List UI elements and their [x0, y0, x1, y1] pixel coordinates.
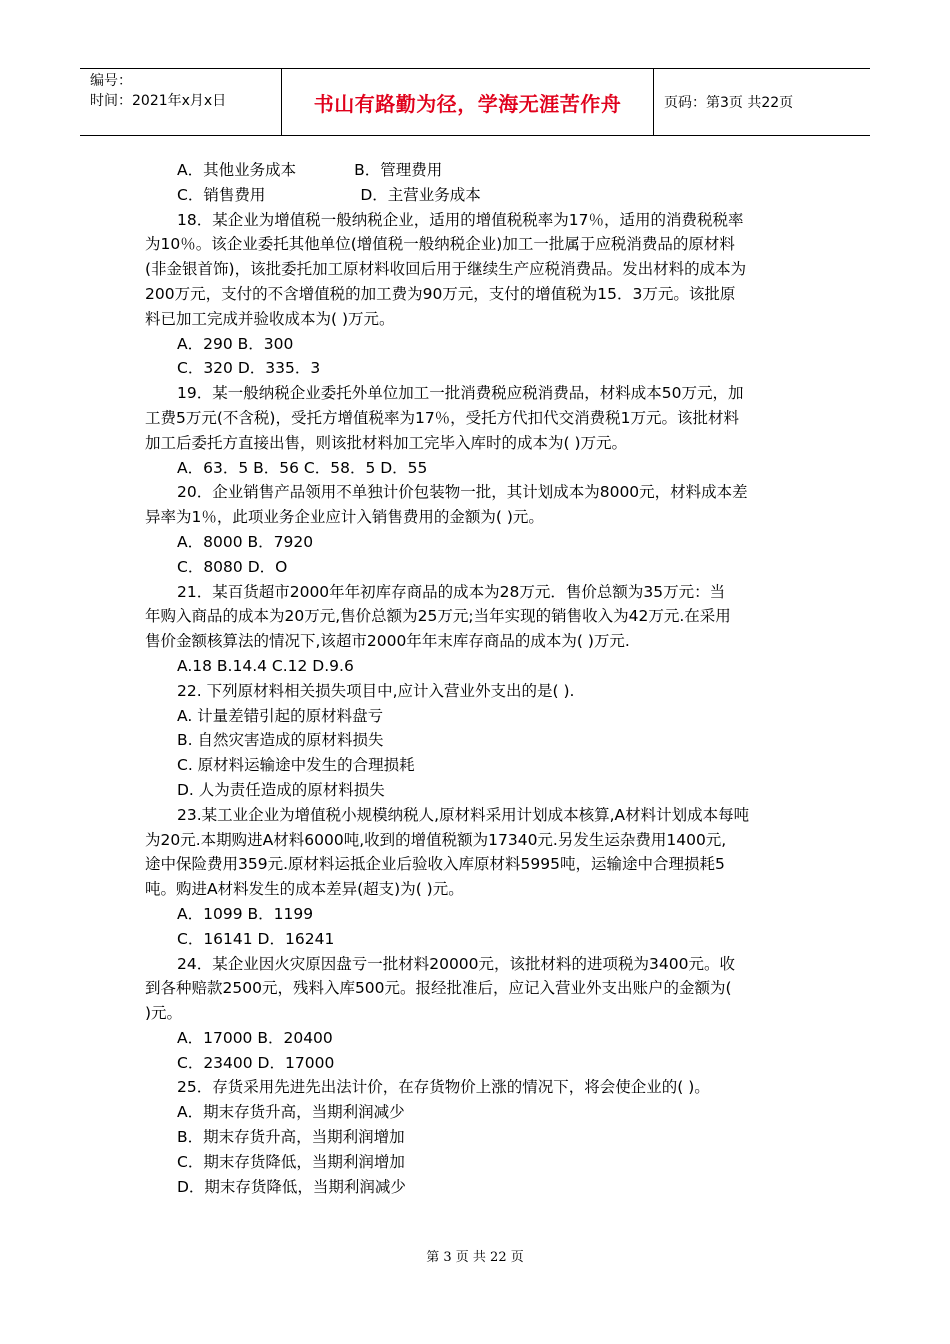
- header-meta: [80, 69, 282, 135]
- text-line: C. 原材料运输途中发生的合理损耗: [177, 756, 415, 775]
- page-header: [80, 68, 870, 136]
- page-footer: 第 3 页 共 22 页: [426, 1250, 524, 1265]
- motto: 书山有路勤为径，学海无涯苦作舟: [313, 91, 622, 116]
- code-label: 编号：: [90, 73, 132, 89]
- text-line: 工费5万元(不含税)，受托方增值税率为17％，受托方代扣代交消费税1万元。该批材料: [145, 408, 740, 427]
- text-line: 23.某工业企业为增值税小规模纳税人,原材料采用计划成本核算,A材料计划成本每吨: [177, 805, 750, 824]
- text-line: 到各种赔款2500元，残料入库500元。报经批准后，应记入营业外支出账户的金额为(: [145, 979, 732, 998]
- text-line: (非金银首饰)，该批委托加工原材料收回后用于继续生产应税消费品。发出材料的成本为: [145, 260, 747, 279]
- text-line: D．期末存货降低，当期利润减少: [177, 1177, 406, 1196]
- text-line: 22. 下列原材料相关损失项目中,应计入营业外支出的是( ).: [177, 681, 575, 700]
- date-label: 时间：2021年x月x日: [90, 93, 227, 109]
- text-line: A．63．5 B．56 C．58．5 D．55: [177, 458, 428, 477]
- text-line: 售价金额核算法的情况下,该超市2000年年末库存商品的成本为( )万元.: [145, 632, 630, 651]
- text-line: )元。: [145, 1004, 183, 1023]
- text-line: C．期末存货降低，当期利润增加: [177, 1152, 405, 1171]
- text-line: 途中保险费用359元.原材料运抵企业后验收入库原材料5995吨，运输途中合理损耗5: [145, 855, 725, 874]
- text-line: 24．某企业因火灾原因盘亏一批材料20000元，该批材料的进项税为3400元。收: [177, 954, 735, 973]
- text-line: A．17000 B．20400: [177, 1028, 333, 1047]
- text-line: 20．企业销售产品领用不单独计价包装物一批，其计划成本为8000元，材料成本差: [177, 483, 748, 502]
- text-line: B. 自然灾害造成的原材料损失: [177, 731, 384, 750]
- text-line: 18．某企业为增值税一般纳税企业，适用的增值税税率为17％，适用的消费税税率: [177, 210, 744, 229]
- text-line: C．320 D．335．3: [177, 359, 321, 378]
- page-label: 页码：第3页 共22页: [664, 95, 794, 111]
- header-motto-cell: [282, 69, 654, 135]
- text-line: A. 计量差错引起的原材料盘亏: [177, 706, 384, 725]
- text-line: 异率为1％，此项业务企业应计入销售费用的金额为( )元。: [145, 508, 544, 527]
- text-line: A．290 B．300: [177, 334, 294, 353]
- text-line: B．期末存货升高，当期利润增加: [177, 1128, 405, 1147]
- text-line: 料已加工完成并验收成本为( )万元。: [145, 309, 395, 328]
- text-line: 19．某一般纳税企业委托外单位加工一批消费税应税消费品，材料成本50万元，加: [177, 384, 744, 403]
- text-line: 25．存货采用先进先出法计价，在存货物价上涨的情况下，将会使企业的( )。: [177, 1078, 710, 1097]
- text-line: C．8080 D．O: [177, 557, 288, 576]
- text-line: 为10％。该企业委托其他单位(增值税一般纳税企业)加工一批属于应税消费品的原材料: [145, 235, 735, 254]
- document-body: [145, 158, 805, 1199]
- text-line: 吨。购进A材料发生的成本差异(超支)为( )元。: [145, 880, 464, 899]
- text-line: C．16141 D．16241: [177, 929, 335, 948]
- header-page-cell: [654, 69, 870, 135]
- text-line: C．销售费用 D．主营业务成本: [177, 185, 481, 204]
- text-line: A．期末存货升高，当期利润减少: [177, 1103, 405, 1122]
- text-line: D. 人为责任造成的原材料损失: [177, 780, 385, 799]
- text-line: 为20元.本期购进A材料6000吨,收到的增值税额为17340元.另发生运杂费用1400元,: [145, 830, 727, 849]
- text-line: A．8000 B．7920: [177, 532, 314, 551]
- text-line: A．其他业务成本 B．管理费用: [177, 161, 443, 179]
- text-line: 年购入商品的成本为20万元,售价总额为25万元;当年实现的销售收入为42万元.在采用: [145, 607, 731, 626]
- text-line: 21．某百货超市2000年年初库存商品的成本为28万元．售价总额为35万元：当: [177, 582, 726, 601]
- text-line: C．23400 D．17000: [177, 1053, 335, 1072]
- text-line: 加工后委托方直接出售，则该批材料加工完毕入库时的成本为( )万元。: [145, 433, 628, 452]
- text-line: A.18 B.14.4 C.12 D.9.6: [177, 656, 354, 675]
- text-line: A．1099 B．1199: [177, 904, 314, 923]
- text-line: 200万元，支付的不含增值税的加工费为90万元，支付的增值税为15．3万元。该批原: [145, 284, 736, 303]
